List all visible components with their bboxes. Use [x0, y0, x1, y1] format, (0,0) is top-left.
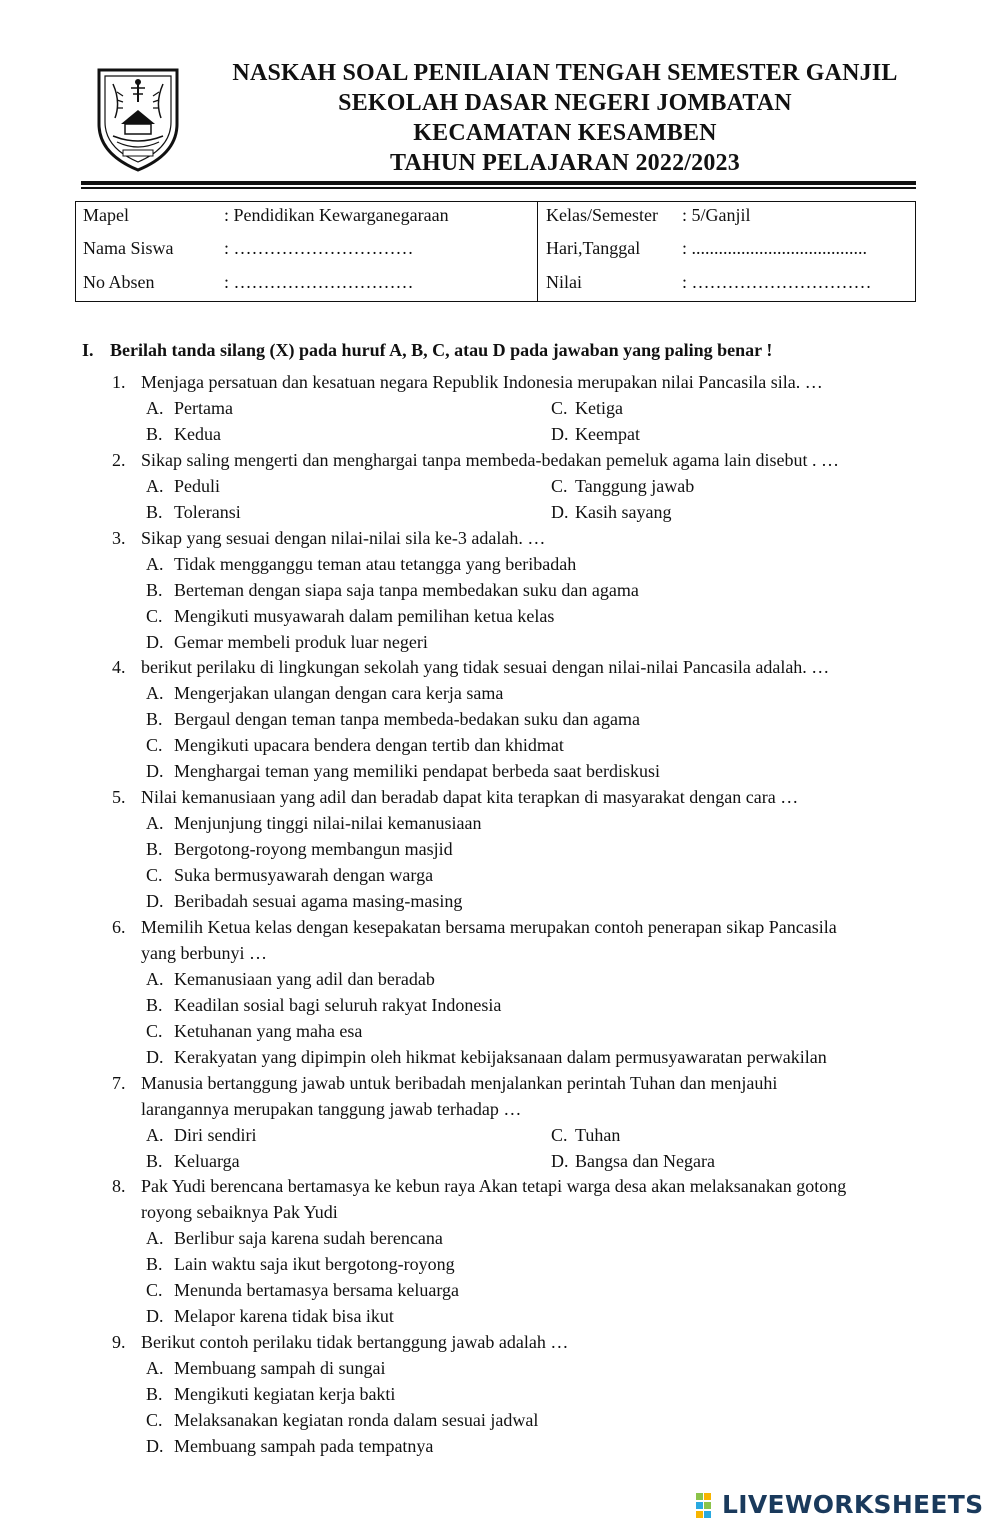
- header-title-line-1: NASKAH SOAL PENILAIAN TENGAH SEMESTER GANJIL: [232, 60, 898, 86]
- answer-option[interactable]: Menunda bertamasya bersama keluarga: [174, 1280, 460, 1301]
- option-letter[interactable]: A.: [146, 683, 164, 704]
- option-letter[interactable]: B.: [146, 1384, 163, 1405]
- option-letter[interactable]: A.: [146, 1228, 164, 1249]
- info-kelas-label: Kelas/Semester: [546, 205, 658, 225]
- info-box-divider: [537, 202, 538, 301]
- answer-option[interactable]: Bergaul dengan teman tanpa membeda-bedakan suku dan agama: [174, 709, 640, 730]
- answer-option[interactable]: Peduli: [174, 475, 221, 496]
- option-letter[interactable]: C.: [146, 735, 163, 756]
- option-letter[interactable]: A.: [146, 813, 164, 834]
- info-absen-label: No Absen: [83, 272, 155, 292]
- option-letter[interactable]: D.: [146, 761, 164, 782]
- question-number: 9.: [112, 1332, 126, 1353]
- option-letter[interactable]: C.: [146, 1020, 163, 1041]
- question-number: 7.: [112, 1072, 126, 1093]
- header-school-name: SEKOLAH DASAR NEGERI JOMBATAN: [338, 90, 792, 116]
- option-letter[interactable]: D.: [146, 631, 164, 652]
- info-hari-value[interactable]: : .......................................: [682, 238, 868, 258]
- question-number: 3.: [112, 527, 126, 548]
- info-nama-value[interactable]: : …………………………: [224, 238, 414, 258]
- option-letter[interactable]: C.: [146, 1410, 163, 1430]
- question-text: berikut perilaku di lingkungan sekolah yang tidak sesuai dengan nilai-nilai Pancasila adalah. …: [141, 657, 830, 678]
- answer-option[interactable]: Mengikuti musyawarah dalam pemilihan ketua kelas: [174, 605, 555, 626]
- info-nilai-value[interactable]: : …………………………: [682, 272, 872, 292]
- info-hari-label: Hari,Tanggal: [546, 238, 641, 258]
- answer-option[interactable]: Pertama: [174, 397, 233, 418]
- question-text: royong sebaiknya Pak Yudi: [141, 1202, 338, 1223]
- option-letter[interactable]: B.: [146, 709, 163, 730]
- answer-option[interactable]: Membuang sampah di sungai: [174, 1358, 386, 1379]
- option-letter[interactable]: B.: [146, 839, 163, 860]
- option-letter[interactable]: D.: [146, 891, 164, 911]
- info-absen-value[interactable]: : …………………………: [224, 272, 414, 292]
- answer-option[interactable]: Suka bermusyawarah dengan warga: [174, 865, 434, 886]
- answer-option[interactable]: Tanggung jawab: [575, 475, 695, 496]
- answer-option[interactable]: Bangsa dan Negara: [575, 1150, 715, 1171]
- question-number: 6.: [112, 916, 126, 937]
- question-text: larangannya merupakan tanggung jawab terhadap …: [141, 1098, 522, 1119]
- option-letter[interactable]: B.: [146, 423, 163, 444]
- option-letter[interactable]: D.: [551, 423, 569, 444]
- answer-option[interactable]: Kerakyatan yang dipimpin oleh hikmat kebijaksanaan dalam permusyawaratan perwakilan: [174, 1046, 827, 1067]
- answer-option[interactable]: Ketiga: [575, 397, 623, 418]
- question-number: 2.: [112, 449, 126, 470]
- answer-option[interactable]: Mengikuti kegiatan kerja bakti: [174, 1384, 396, 1405]
- option-letter[interactable]: B.: [146, 1150, 163, 1171]
- question-text: yang berbunyi …: [141, 942, 267, 963]
- answer-option[interactable]: Berteman dengan siapa saja tanpa membedakan suku dan agama: [174, 579, 639, 600]
- section-number: I.: [82, 340, 94, 360]
- question-text: Menjaga persatuan dan kesatuan negara Republik Indonesia merupakan nilai Pancasila sila. …: [141, 372, 823, 392]
- question-number: 1.: [112, 372, 126, 392]
- header-academic-year: TAHUN PELAJARAN 2022/2023: [390, 150, 740, 176]
- answer-option[interactable]: Toleransi: [174, 501, 241, 522]
- info-mapel-label: Mapel: [83, 205, 129, 225]
- option-letter[interactable]: A.: [146, 968, 164, 989]
- info-nilai-label: Nilai: [546, 272, 582, 292]
- header-district: KECAMATAN KESAMBEN: [413, 120, 717, 146]
- option-letter[interactable]: C.: [551, 1124, 568, 1145]
- section-instruction-text: Berilah tanda silang (X) pada huruf A, B, C, atau D pada jawaban yang paling benar !: [110, 340, 773, 360]
- answer-option[interactable]: Kedua: [174, 423, 221, 444]
- option-letter[interactable]: A.: [146, 475, 164, 496]
- answer-option[interactable]: Keadilan sosial bagi seluruh rakyat Indonesia: [174, 994, 502, 1015]
- answer-option[interactable]: Bergotong-royong membangun masjid: [174, 839, 453, 860]
- option-letter[interactable]: B.: [146, 994, 163, 1015]
- answer-option[interactable]: Melapor karena tidak bisa ikut: [174, 1306, 394, 1327]
- answer-option[interactable]: Kasih sayang: [575, 501, 672, 522]
- option-letter[interactable]: C.: [146, 605, 163, 626]
- option-letter[interactable]: B.: [146, 579, 163, 600]
- question-text: Pak Yudi berencana bertamasya ke kebun raya Akan tetapi warga desa akan melaksanakan gotong: [141, 1176, 847, 1197]
- question-text: Manusia bertanggung jawab untuk beribadah menjalankan perintah Tuhan dan menjauhi: [141, 1072, 778, 1093]
- question-text: Nilai kemanusiaan yang adil dan beradab dapat kita terapkan di masyarakat dengan cara …: [141, 787, 799, 808]
- question-text: Berikut contoh perilaku tidak bertanggung jawab adalah …: [141, 1332, 569, 1353]
- answer-option[interactable]: Ketuhanan yang maha esa: [174, 1020, 363, 1041]
- answer-option[interactable]: Tuhan: [575, 1124, 621, 1145]
- option-letter[interactable]: B.: [146, 1254, 163, 1275]
- section-instruction: [82, 340, 772, 361]
- option-letter[interactable]: A.: [146, 553, 164, 574]
- answer-option[interactable]: Mengerjakan ulangan dengan cara kerja sama: [174, 683, 504, 704]
- option-letter[interactable]: D.: [551, 501, 569, 522]
- question-number: 8.: [112, 1176, 126, 1197]
- student-info-box: [75, 201, 916, 302]
- header-divider-thick: [81, 181, 916, 185]
- option-letter[interactable]: D.: [146, 1306, 164, 1327]
- answer-option[interactable]: Tidak mengganggu teman atau tetangga yang beribadah: [174, 553, 577, 574]
- option-letter[interactable]: C.: [146, 1280, 163, 1301]
- option-letter[interactable]: C.: [551, 397, 568, 418]
- question-number: 5.: [112, 787, 126, 808]
- answer-option[interactable]: Beribadah sesuai agama masing-masing: [174, 891, 463, 911]
- answer-option[interactable]: Diri sendiri: [174, 1124, 257, 1145]
- answer-option[interactable]: Lain waktu saja ikut bergotong-royong: [174, 1254, 455, 1275]
- answer-option[interactable]: Berlibur saja karena sudah berencana: [174, 1228, 443, 1249]
- option-letter[interactable]: A.: [146, 1124, 164, 1145]
- question-text: Sikap saling mengerti dan menghargai tanpa membeda-bedakan pemeluk agama lain disebut . …: [141, 449, 839, 470]
- question-text: Sikap yang sesuai dengan nilai-nilai sila ke-3 adalah. …: [141, 527, 546, 548]
- answer-option[interactable]: Mengikuti upacara bendera dengan tertib dan khidmat: [174, 735, 564, 756]
- option-letter[interactable]: D.: [146, 1435, 164, 1456]
- answer-option[interactable]: Membuang sampah pada tempatnya: [174, 1435, 434, 1456]
- answer-option[interactable]: Melaksanakan kegiatan ronda dalam sesuai jadwal: [174, 1410, 539, 1430]
- school-emblem-logo: [93, 62, 183, 174]
- document-header: [195, 58, 935, 178]
- info-kelas-value: : 5/Ganjil: [682, 205, 751, 225]
- answer-option[interactable]: Gemar membeli produk luar negeri: [174, 631, 428, 652]
- option-letter[interactable]: A.: [146, 397, 164, 418]
- question-number: 4.: [112, 657, 126, 678]
- option-letter[interactable]: B.: [146, 501, 163, 522]
- header-divider-thin: [81, 187, 916, 189]
- info-mapel-value: : Pendidikan Kewarganegaraan: [224, 205, 449, 225]
- liveworksheets-logo-icon: [695, 1490, 721, 1520]
- answer-option[interactable]: Menjunjung tinggi nilai-nilai kemanusiaan: [174, 813, 482, 834]
- answer-option[interactable]: Menghargai teman yang memiliki pendapat berbeda saat berdiskusi: [174, 761, 661, 782]
- option-letter[interactable]: C.: [551, 475, 568, 496]
- watermark-text: LIVEWORKSHEETS: [722, 1490, 984, 1519]
- answer-option[interactable]: Keempat: [575, 423, 640, 444]
- question-text: Memilih Ketua kelas dengan kesepakatan bersama merupakan contoh penerapan sikap Pancasila: [141, 916, 837, 937]
- info-nama-label: Nama Siswa: [83, 238, 174, 258]
- option-letter[interactable]: C.: [146, 865, 163, 886]
- answer-option[interactable]: Kemanusiaan yang adil dan beradab: [174, 968, 435, 989]
- option-letter[interactable]: D.: [551, 1150, 569, 1171]
- answer-option[interactable]: Keluarga: [174, 1150, 240, 1171]
- option-letter[interactable]: A.: [146, 1358, 164, 1379]
- option-letter[interactable]: D.: [146, 1046, 164, 1067]
